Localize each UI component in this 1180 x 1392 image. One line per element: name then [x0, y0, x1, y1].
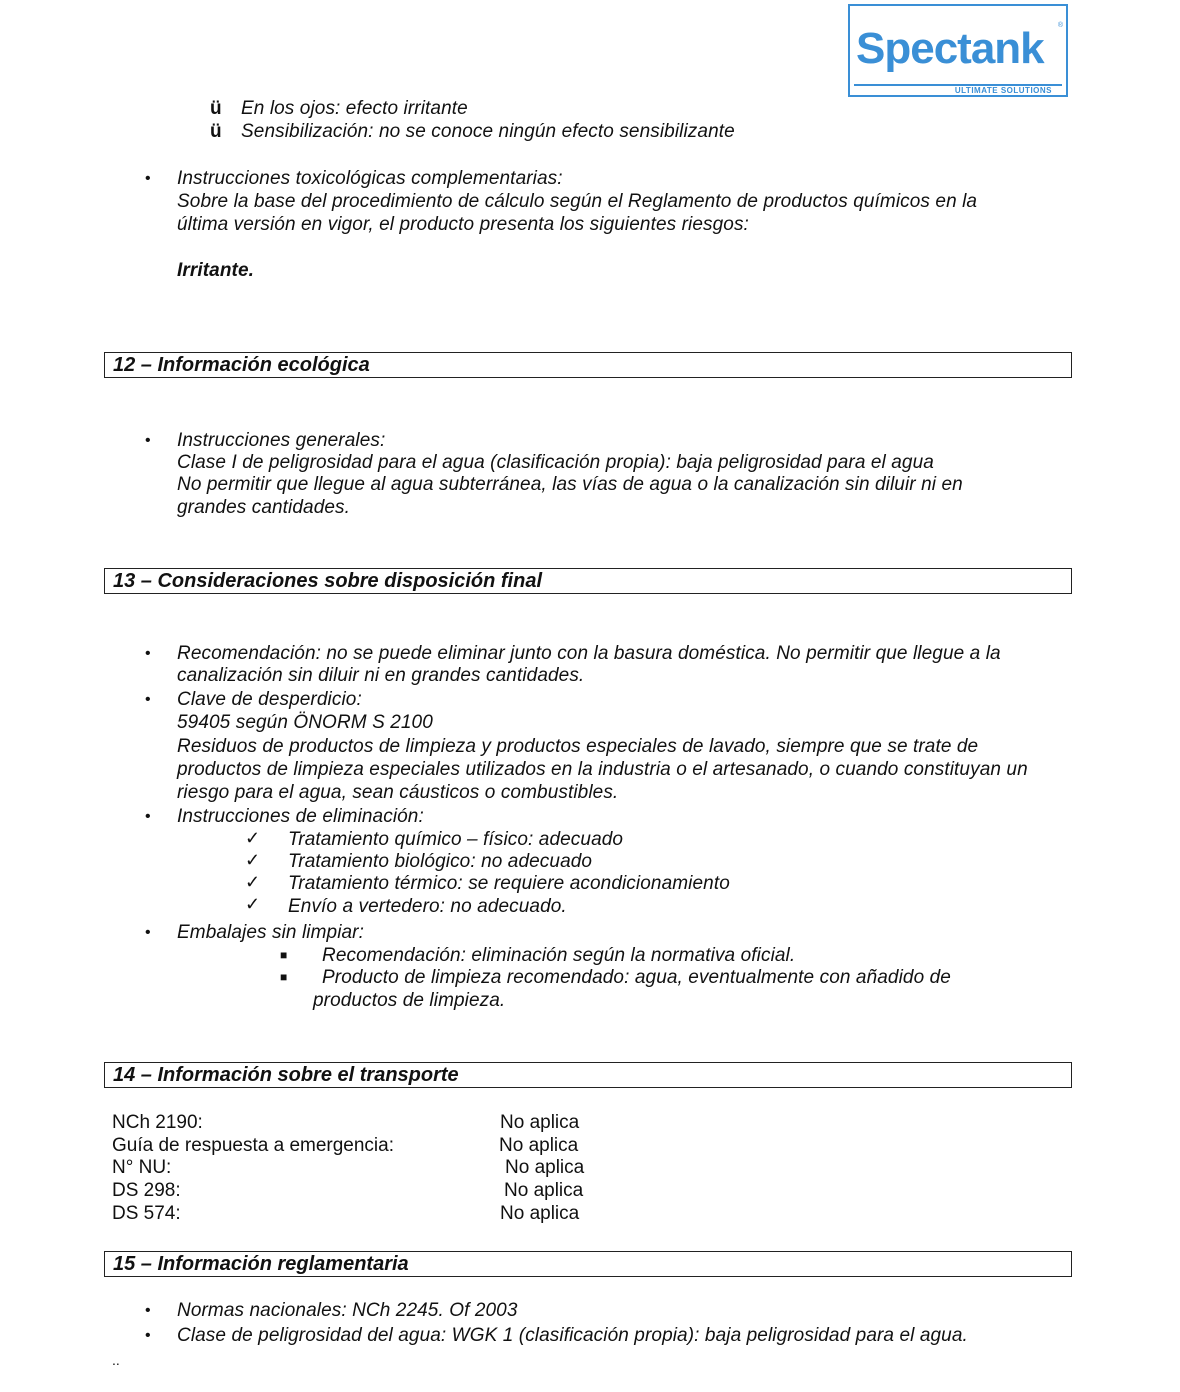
elimination-item: Envío a vertedero: no adecuado. — [288, 896, 567, 917]
eco-line: No permitir que llegue al agua subterránea, las vías de agua o la canalización sin diluir ni en — [177, 474, 963, 495]
transport-value: No aplica — [505, 1157, 585, 1178]
packaging-heading: Embalajes sin limpiar: — [177, 922, 364, 943]
general-instructions-heading: Instrucciones generales: — [177, 430, 386, 451]
bullet: • — [145, 1327, 151, 1344]
checkmark-icon: ✓ — [245, 894, 261, 914]
waste-key-heading: Clave de desperdicio: — [177, 689, 362, 710]
square-bullet-icon: ■ — [280, 970, 288, 984]
check-mark: ü — [210, 121, 222, 142]
water-hazard-class: Clase de peligrosidad del agua: WGK 1 (clasificación propia): baja peligrosidad para el agua. — [177, 1325, 968, 1346]
transport-label: NCh 2190: — [112, 1112, 203, 1133]
transport-value: No aplica — [500, 1112, 580, 1133]
bullet: • — [145, 645, 151, 662]
national-standards: Normas nacionales: NCh 2245. Of 2003 — [177, 1300, 518, 1321]
bullet: • — [145, 691, 151, 708]
transport-value: No aplica — [504, 1180, 584, 1201]
checkmark-icon: ✓ — [245, 828, 261, 848]
waste-description: productos de limpieza especiales utilizados en la industria o el artesanado, o cuando constituyan un — [177, 759, 1028, 780]
elimination-item: Tratamiento biológico: no adecuado — [288, 851, 593, 872]
checkmark-icon: ✓ — [245, 872, 261, 892]
transport-value: No aplica — [499, 1135, 579, 1156]
section-12-header — [104, 352, 1072, 378]
transport-label: Guía de respuesta a emergencia: — [112, 1135, 395, 1156]
elimination-item: Tratamiento térmico: se requiere acondicionamiento — [288, 873, 730, 894]
transport-label: DS 298: — [112, 1180, 181, 1201]
disposal-recommendation: canalización sin diluir ni en grandes cantidades. — [177, 665, 585, 686]
eco-line: Clase I de peligrosidad para el agua (clasificación propia): baja peligrosidad para el agua — [177, 452, 934, 473]
packaging-item: Producto de limpieza recomendado: agua, eventualmente con añadido de — [322, 967, 951, 988]
section-title: 12 – Información ecológica — [113, 354, 370, 376]
eye-effect-text: En los ojos: efecto irritante — [241, 98, 468, 119]
logo-brand: Spectank — [856, 24, 1044, 73]
sensitization-text: Sensibilización: no se conoce ningún efecto sensibilizante — [241, 121, 735, 142]
transport-value: No aplica — [500, 1203, 580, 1224]
waste-description: Residuos de productos de limpieza y productos especiales de lavado, siempre que se trate de — [177, 736, 979, 757]
tox-heading: Instrucciones toxicológicas complementarias: — [177, 168, 563, 189]
eco-line: grandes cantidades. — [177, 497, 351, 518]
transport-label: N° NU: — [112, 1157, 172, 1178]
disposal-recommendation: Recomendación: no se puede eliminar junto con la basura doméstica. No permitir que llegue a la — [177, 643, 1001, 664]
section-title: 13 – Consideraciones sobre disposición final — [113, 570, 543, 592]
tox-line: Sobre la base del procedimiento de cálculo según el Reglamento de productos químicos en la — [177, 191, 978, 212]
elimination-item: Tratamiento químico – físico: adecuado — [288, 829, 624, 850]
tox-line: última versión en vigor, el producto presenta los siguientes riesgos: — [177, 214, 749, 235]
tox-result: Irritante. — [177, 260, 255, 281]
section-title: 14 – Información sobre el transporte — [113, 1064, 459, 1086]
bullet: • — [145, 808, 151, 825]
section-14-header — [104, 1062, 1072, 1088]
logo-registered-mark: ® — [1057, 22, 1063, 29]
elimination-heading: Instrucciones de eliminación: — [177, 806, 424, 827]
check-mark: ü — [210, 98, 222, 119]
bullet: • — [145, 924, 151, 941]
spectank-logo — [848, 4, 1068, 97]
section-13-header — [104, 568, 1072, 594]
square-bullet-icon: ■ — [280, 948, 288, 962]
packaging-item: Recomendación: eliminación según la normativa oficial. — [322, 945, 796, 966]
checkmark-icon: ✓ — [245, 850, 261, 870]
waste-code: 59405 según ÖNORM S 2100 — [177, 712, 433, 733]
bullet: • — [145, 170, 151, 187]
trailing-dots: .. — [112, 1352, 120, 1368]
transport-label: DS 574: — [112, 1203, 181, 1224]
logo-tagline: ULTIMATE SOLUTIONS — [954, 86, 1052, 95]
waste-description: riesgo para el agua, sean cáusticos o combustibles. — [177, 782, 619, 803]
section-title: 15 – Información reglamentaria — [113, 1253, 409, 1275]
bullet: • — [145, 1302, 151, 1319]
packaging-item: productos de limpieza. — [313, 990, 506, 1011]
bullet: • — [145, 432, 151, 449]
section-15-header — [104, 1251, 1072, 1277]
